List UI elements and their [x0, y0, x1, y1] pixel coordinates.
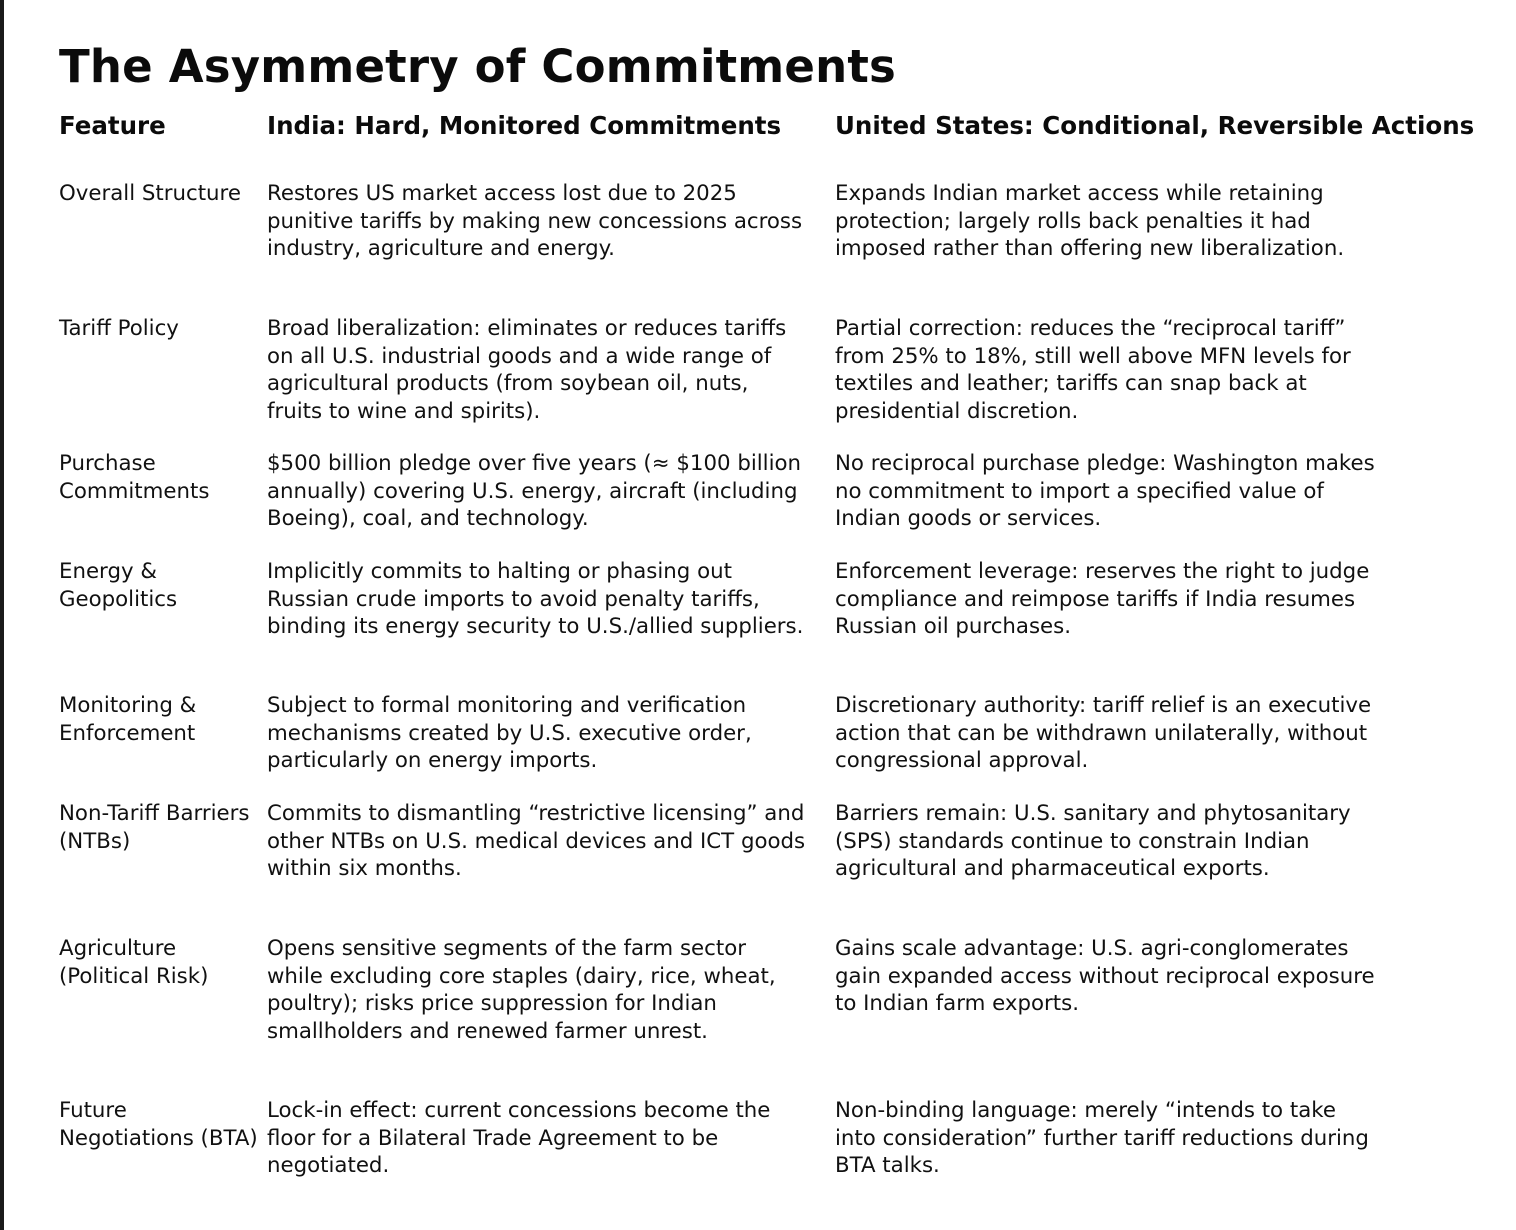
- india-cell: Subject to formal monitoring and verification mechanisms created by U.S. executive order, particularly on energy imports.: [267, 693, 752, 773]
- header-feature: Feature: [59, 111, 166, 140]
- table-header-row: [59, 111, 1509, 143]
- page-title: The Asymmetry of Commitments: [59, 40, 897, 93]
- india-cell: Broad liberalization: eliminates or reduces tariffs on all U.S. industrial goods and a wide range of agricultural products (from soybean oil, nuts, fruits to wine and spirits).: [267, 316, 787, 424]
- us-cell: Discretionary authority: tariff relief is an executive action that can be withdrawn unilaterally, without congressional approval.: [835, 693, 1372, 773]
- us-cell: Partial correction: reduces the “reciprocal tariff” from 25% to 18%, still well above MFN levels for textiles and leather; tariffs can snap back at presidential discretion.: [835, 316, 1351, 424]
- feature-cell: Tariff Policy: [59, 316, 179, 341]
- feature-cell: Purchase Commitments: [59, 451, 210, 504]
- us-cell: Enforcement leverage: reserves the right to judge compliance and reimpose tariffs if India resumes Russian oil purchases.: [835, 559, 1370, 639]
- us-cell: Non-binding language: merely “intends to take into consideration” further tariff reductions during BTA talks.: [835, 1098, 1369, 1178]
- feature-cell: Future Negotiations (BTA): [59, 1098, 258, 1151]
- feature-cell: Monitoring & Enforcement: [59, 693, 197, 746]
- header-india: India: Hard, Monitored Commitments: [267, 111, 782, 140]
- header-united-states: United States: Conditional, Reversible Actions: [835, 111, 1475, 140]
- us-cell: Expands Indian market access while retaining protection; largely rolls back penalties it had imposed rather than offering new liberalization.: [835, 181, 1345, 261]
- feature-cell: Agriculture (Political Risk): [59, 936, 209, 989]
- india-cell: Opens sensitive segments of the farm sector while excluding core staples (dairy, rice, wheat, poultry); risks price suppression for Indian smallholders and renewed farmer unrest.: [267, 936, 776, 1044]
- india-cell: Commits to dismantling “restrictive licensing” and other NTBs on U.S. medical devices and ICT goods within six months.: [267, 801, 806, 881]
- us-cell: Barriers remain: U.S. sanitary and phytosanitary (SPS) standards continue to constrain Indian agricultural and pharmaceutical exports.: [835, 801, 1351, 881]
- feature-cell: Non-Tariff Barriers (NTBs): [59, 801, 250, 854]
- feature-cell: Energy & Geopolitics: [59, 559, 178, 612]
- india-cell: Restores US market access lost due to 2025 punitive tariffs by making new concessions across industry, agriculture and energy.: [267, 181, 803, 261]
- us-cell: No reciprocal purchase pledge: Washington makes no commitment to import a specified value of Indian goods or services.: [835, 451, 1375, 531]
- india-cell: Lock-in effect: current concessions become the floor for a Bilateral Trade Agreement to be negotiated.: [267, 1098, 771, 1178]
- left-edge-rule: [0, 0, 4, 1230]
- india-cell: Implicitly commits to halting or phasing out Russian crude imports to avoid penalty tariffs, binding its energy security to U.S./allied suppliers.: [267, 559, 804, 639]
- feature-cell: Overall Structure: [59, 181, 241, 206]
- india-cell: $500 billion pledge over five years (≈ $100 billion annually) covering U.S. energy, aircraft (including Boeing), coal, and technology.: [267, 451, 802, 531]
- us-cell: Gains scale advantage: U.S. agri-conglomerates gain expanded access without reciprocal exposure to Indian farm exports.: [835, 936, 1375, 1016]
